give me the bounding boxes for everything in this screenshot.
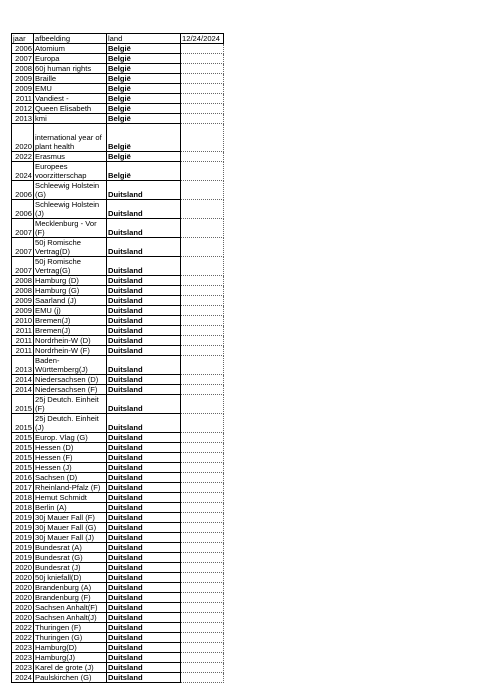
extra-cell[interactable] — [181, 573, 224, 583]
extra-cell[interactable] — [181, 44, 224, 54]
image-cell[interactable]: Hamburg (D) — [34, 276, 107, 286]
year-cell[interactable]: 2006 — [12, 200, 34, 219]
year-cell[interactable]: 2006 — [12, 181, 34, 200]
year-cell[interactable]: 2009 — [12, 306, 34, 316]
image-cell[interactable]: Queen Elisabeth — [34, 104, 107, 114]
table-row — [12, 443, 224, 453]
spreadsheet — [11, 33, 224, 683]
extra-cell[interactable] — [181, 593, 224, 603]
coin-table — [11, 33, 224, 683]
image-cell[interactable]: Nordrhein-W (D) — [34, 336, 107, 346]
country-cell[interactable]: Duitsland — [107, 663, 181, 673]
extra-cell[interactable] — [181, 543, 224, 553]
year-cell[interactable]: 2015 — [12, 414, 34, 433]
year-cell[interactable]: 2015 — [12, 443, 34, 453]
year-cell[interactable]: 2011 — [12, 94, 34, 104]
extra-cell[interactable] — [181, 296, 224, 306]
extra-cell[interactable] — [181, 181, 224, 200]
image-cell[interactable]: Mecklenburg - Vor (F) — [34, 219, 107, 238]
image-cell[interactable]: Vandiest - — [34, 94, 107, 104]
image-cell[interactable]: Sachsen Anhalt(F) — [34, 603, 107, 613]
year-cell[interactable]: 2013 — [12, 356, 34, 375]
table-row — [12, 673, 224, 683]
image-cell[interactable]: Europ. Vlag (G) — [34, 433, 107, 443]
extra-cell[interactable] — [181, 385, 224, 395]
extra-cell[interactable] — [181, 200, 224, 219]
extra-cell[interactable] — [181, 356, 224, 375]
country-cell[interactable]: Duitsland — [107, 493, 181, 503]
country-cell[interactable]: Duitsland — [107, 276, 181, 286]
country-cell[interactable]: Duitsland — [107, 563, 181, 573]
extra-cell[interactable] — [181, 483, 224, 493]
extra-cell[interactable] — [181, 653, 224, 663]
year-cell[interactable]: 2016 — [12, 473, 34, 483]
table-row — [12, 346, 224, 356]
extra-cell[interactable] — [181, 493, 224, 503]
extra-cell[interactable] — [181, 84, 224, 94]
image-cell[interactable]: Nordrhein-W (F) — [34, 346, 107, 356]
image-cell[interactable]: Berlin (A) — [34, 503, 107, 513]
table-row — [12, 643, 224, 653]
table-row — [12, 563, 224, 573]
extra-cell[interactable] — [181, 375, 224, 385]
image-cell[interactable]: Thuringen (G) — [34, 633, 107, 643]
extra-cell[interactable] — [181, 513, 224, 523]
image-cell[interactable]: 30j Mauer Fall (G) — [34, 523, 107, 533]
table-row — [12, 593, 224, 603]
image-cell[interactable]: Thuringen (F) — [34, 623, 107, 633]
header-row — [12, 34, 224, 44]
country-cell[interactable]: Duitsland — [107, 553, 181, 563]
year-cell[interactable]: 2022 — [12, 623, 34, 633]
image-cell[interactable]: Saarland (J) — [34, 296, 107, 306]
table-row — [12, 633, 224, 643]
table-row — [12, 375, 224, 385]
table-row — [12, 663, 224, 673]
table-row — [12, 219, 224, 238]
country-cell[interactable]: België — [107, 104, 181, 114]
image-cell[interactable]: Europa — [34, 54, 107, 64]
country-cell[interactable]: Duitsland — [107, 573, 181, 583]
table-row — [12, 493, 224, 503]
country-cell[interactable]: België — [107, 152, 181, 162]
country-cell[interactable]: België — [107, 54, 181, 64]
image-cell[interactable]: Atomium — [34, 44, 107, 54]
extra-cell[interactable] — [181, 453, 224, 463]
image-cell[interactable]: Hamburg (G) — [34, 286, 107, 296]
image-cell[interactable]: Europees voorzitterschap — [34, 162, 107, 181]
table-row — [12, 114, 224, 124]
image-cell[interactable]: 50j kniefall(D) — [34, 573, 107, 583]
extra-cell[interactable] — [181, 523, 224, 533]
country-cell[interactable]: België — [107, 94, 181, 104]
extra-cell[interactable] — [181, 306, 224, 316]
country-cell[interactable]: België — [107, 124, 181, 152]
country-cell[interactable]: Duitsland — [107, 523, 181, 533]
table-row — [12, 84, 224, 94]
country-cell[interactable]: Duitsland — [107, 385, 181, 395]
country-cell[interactable]: België — [107, 162, 181, 181]
year-cell[interactable]: 2011 — [12, 326, 34, 336]
country-cell[interactable]: Duitsland — [107, 316, 181, 326]
country-cell[interactable]: Duitsland — [107, 200, 181, 219]
country-cell[interactable]: Duitsland — [107, 306, 181, 316]
year-cell[interactable]: 2015 — [12, 463, 34, 473]
image-cell[interactable]: Hessen (J) — [34, 463, 107, 473]
table-row — [12, 453, 224, 463]
image-cell[interactable]: 25j Deutch. Einheit (J) — [34, 414, 107, 433]
extra-cell[interactable] — [181, 326, 224, 336]
country-cell[interactable]: Duitsland — [107, 543, 181, 553]
country-cell[interactable]: Duitsland — [107, 533, 181, 543]
image-cell[interactable]: 30j Mauer Fall (F) — [34, 513, 107, 523]
table-row — [12, 74, 224, 84]
table-row — [12, 356, 224, 375]
extra-cell[interactable] — [181, 316, 224, 326]
extra-cell[interactable] — [181, 395, 224, 414]
extra-cell[interactable] — [181, 473, 224, 483]
extra-cell[interactable] — [181, 124, 224, 152]
image-cell[interactable]: Bundesrat (J) — [34, 563, 107, 573]
extra-cell[interactable] — [181, 414, 224, 433]
country-cell[interactable]: Duitsland — [107, 286, 181, 296]
year-cell[interactable]: 2020 — [12, 613, 34, 623]
image-cell[interactable]: Hamburg(J) — [34, 653, 107, 663]
extra-cell[interactable] — [181, 633, 224, 643]
country-cell[interactable]: Duitsland — [107, 181, 181, 200]
year-cell[interactable]: 2019 — [12, 523, 34, 533]
image-cell[interactable]: Karel de grote (J) — [34, 663, 107, 673]
extra-cell[interactable] — [181, 336, 224, 346]
extra-cell[interactable] — [181, 433, 224, 443]
year-cell[interactable]: 2013 — [12, 114, 34, 124]
table-row — [12, 603, 224, 613]
year-cell[interactable]: 2024 — [12, 673, 34, 683]
table-row — [12, 104, 224, 114]
image-cell[interactable]: Erasmus — [34, 152, 107, 162]
country-cell[interactable]: België — [107, 84, 181, 94]
year-cell[interactable]: 2015 — [12, 453, 34, 463]
year-cell[interactable]: 2006 — [12, 44, 34, 54]
year-cell[interactable]: 2017 — [12, 483, 34, 493]
table-row — [12, 653, 224, 663]
country-cell[interactable]: Duitsland — [107, 375, 181, 385]
table-row — [12, 395, 224, 414]
table-row — [12, 503, 224, 513]
table-row — [12, 54, 224, 64]
country-cell[interactable]: Duitsland — [107, 463, 181, 473]
image-cell[interactable]: 50j Romische Vertrag(D) — [34, 238, 107, 257]
country-cell[interactable]: Duitsland — [107, 433, 181, 443]
year-cell[interactable]: 2022 — [12, 152, 34, 162]
country-cell[interactable]: Duitsland — [107, 653, 181, 663]
extra-cell[interactable] — [181, 257, 224, 276]
year-cell[interactable]: 2019 — [12, 543, 34, 553]
extra-cell[interactable] — [181, 94, 224, 104]
image-cell[interactable]: Bundesrat (G) — [34, 553, 107, 563]
year-cell[interactable]: 2007 — [12, 54, 34, 64]
year-cell[interactable]: 2020 — [12, 583, 34, 593]
table-row — [12, 296, 224, 306]
image-cell[interactable]: Sachsen Anhalt(J) — [34, 613, 107, 623]
extra-cell[interactable] — [181, 64, 224, 74]
country-cell[interactable]: Duitsland — [107, 395, 181, 414]
year-cell[interactable]: 2023 — [12, 663, 34, 673]
extra-cell[interactable] — [181, 643, 224, 653]
table-row — [12, 316, 224, 326]
extra-cell[interactable] — [181, 563, 224, 573]
extra-cell[interactable] — [181, 623, 224, 633]
table-row — [12, 573, 224, 583]
image-cell[interactable]: EMU (j) — [34, 306, 107, 316]
extra-cell[interactable] — [181, 238, 224, 257]
country-cell[interactable]: Duitsland — [107, 356, 181, 375]
year-cell[interactable]: 2009 — [12, 296, 34, 306]
extra-cell[interactable] — [181, 613, 224, 623]
table-row — [12, 44, 224, 54]
country-cell[interactable]: Duitsland — [107, 593, 181, 603]
image-cell[interactable]: Hessen (D) — [34, 443, 107, 453]
country-cell[interactable]: Duitsland — [107, 623, 181, 633]
extra-cell[interactable] — [181, 673, 224, 683]
extra-cell[interactable] — [181, 162, 224, 181]
image-cell[interactable]: Brandenburg (F) — [34, 593, 107, 603]
year-cell[interactable]: 2022 — [12, 633, 34, 643]
table-body — [12, 34, 224, 683]
extra-cell[interactable] — [181, 276, 224, 286]
table-row — [12, 286, 224, 296]
year-cell[interactable]: 2018 — [12, 503, 34, 513]
country-cell[interactable]: Duitsland — [107, 296, 181, 306]
table-row — [12, 181, 224, 200]
extra-cell[interactable] — [181, 443, 224, 453]
year-cell[interactable]: 2009 — [12, 74, 34, 84]
extra-cell[interactable] — [181, 346, 224, 356]
country-cell[interactable]: België — [107, 74, 181, 84]
table-row — [12, 257, 224, 276]
country-cell[interactable]: Duitsland — [107, 513, 181, 523]
country-cell[interactable]: Duitsland — [107, 453, 181, 463]
year-cell[interactable]: 2008 — [12, 286, 34, 296]
year-cell[interactable]: 2019 — [12, 553, 34, 563]
country-cell[interactable]: Duitsland — [107, 633, 181, 643]
image-cell[interactable]: Hemut Schmidt — [34, 493, 107, 503]
header-year[interactable]: jaar — [12, 34, 34, 44]
country-cell[interactable]: Duitsland — [107, 443, 181, 453]
table-row — [12, 162, 224, 181]
image-cell[interactable]: kmi — [34, 114, 107, 124]
image-cell[interactable]: Baden-Württemberg(J) — [34, 356, 107, 375]
extra-cell[interactable] — [181, 583, 224, 593]
table-row — [12, 238, 224, 257]
header-date[interactable]: 12/24/2024 — [181, 34, 224, 44]
year-cell[interactable]: 2015 — [12, 433, 34, 443]
image-cell[interactable]: EMU — [34, 84, 107, 94]
year-cell[interactable]: 2007 — [12, 219, 34, 238]
year-cell[interactable]: 2007 — [12, 238, 34, 257]
header-country[interactable]: land — [107, 34, 181, 44]
table-row — [12, 414, 224, 433]
extra-cell[interactable] — [181, 663, 224, 673]
year-cell[interactable]: 2019 — [12, 513, 34, 523]
year-cell[interactable]: 2010 — [12, 316, 34, 326]
extra-cell[interactable] — [181, 152, 224, 162]
table-row — [12, 385, 224, 395]
table-row — [12, 523, 224, 533]
table-row — [12, 152, 224, 162]
year-cell[interactable]: 2014 — [12, 385, 34, 395]
extra-cell[interactable] — [181, 286, 224, 296]
extra-cell[interactable] — [181, 54, 224, 64]
country-cell[interactable]: Duitsland — [107, 483, 181, 493]
country-cell[interactable]: Duitsland — [107, 603, 181, 613]
country-cell[interactable]: België — [107, 44, 181, 54]
image-cell[interactable]: Schleewig Holstein (G) — [34, 181, 107, 200]
year-cell[interactable]: 2020 — [12, 603, 34, 613]
table-row — [12, 623, 224, 633]
image-cell[interactable]: Schleewig Holstein (J) — [34, 200, 107, 219]
country-cell[interactable]: Duitsland — [107, 613, 181, 623]
table-row — [12, 306, 224, 316]
image-cell[interactable]: Braille — [34, 74, 107, 84]
year-cell[interactable]: 2008 — [12, 64, 34, 74]
country-cell[interactable]: Duitsland — [107, 257, 181, 276]
year-cell[interactable]: 2015 — [12, 395, 34, 414]
table-row — [12, 326, 224, 336]
image-cell[interactable]: Hessen (F) — [34, 453, 107, 463]
extra-cell[interactable] — [181, 219, 224, 238]
table-row — [12, 513, 224, 523]
year-cell[interactable]: 2007 — [12, 257, 34, 276]
year-cell[interactable]: 2023 — [12, 643, 34, 653]
extra-cell[interactable] — [181, 553, 224, 563]
year-cell[interactable]: 2020 — [12, 593, 34, 603]
year-cell[interactable]: 2019 — [12, 533, 34, 543]
table-row — [12, 463, 224, 473]
table-row — [12, 543, 224, 553]
table-row — [12, 94, 224, 104]
table-row — [12, 553, 224, 563]
country-cell[interactable]: Duitsland — [107, 238, 181, 257]
table-row — [12, 583, 224, 593]
image-cell[interactable]: Sachsen (D) — [34, 473, 107, 483]
year-cell[interactable]: 2009 — [12, 84, 34, 94]
table-row — [12, 64, 224, 74]
extra-cell[interactable] — [181, 533, 224, 543]
country-cell[interactable]: Duitsland — [107, 336, 181, 346]
table-row — [12, 200, 224, 219]
image-cell[interactable]: Paulskirchen (G) — [34, 673, 107, 683]
image-cell[interactable]: 30j Mauer Fall (J) — [34, 533, 107, 543]
year-cell[interactable]: 2020 — [12, 573, 34, 583]
country-cell[interactable]: Duitsland — [107, 346, 181, 356]
image-cell[interactable]: Niedersachsen (F) — [34, 385, 107, 395]
table-row — [12, 483, 224, 493]
country-cell[interactable]: Duitsland — [107, 583, 181, 593]
table-row — [12, 473, 224, 483]
image-cell[interactable]: 60j human rights — [34, 64, 107, 74]
year-cell[interactable]: 2024 — [12, 162, 34, 181]
extra-cell[interactable] — [181, 603, 224, 613]
image-cell[interactable]: Niedersachsen (D) — [34, 375, 107, 385]
header-image[interactable]: afbeelding — [34, 34, 107, 44]
image-cell[interactable]: Rheinland-Pfalz (F) — [34, 483, 107, 493]
year-cell[interactable]: 2012 — [12, 104, 34, 114]
year-cell[interactable]: 2008 — [12, 276, 34, 286]
extra-cell[interactable] — [181, 74, 224, 84]
country-cell[interactable]: Duitsland — [107, 503, 181, 513]
image-cell[interactable]: Hamburg(D) — [34, 643, 107, 653]
year-cell[interactable]: 2011 — [12, 336, 34, 346]
country-cell[interactable]: België — [107, 114, 181, 124]
country-cell[interactable]: Duitsland — [107, 473, 181, 483]
table-row — [12, 613, 224, 623]
country-cell[interactable]: Duitsland — [107, 326, 181, 336]
extra-cell[interactable] — [181, 114, 224, 124]
year-cell[interactable]: 2023 — [12, 653, 34, 663]
extra-cell[interactable] — [181, 503, 224, 513]
extra-cell[interactable] — [181, 463, 224, 473]
year-cell[interactable]: 2011 — [12, 346, 34, 356]
table-row — [12, 533, 224, 543]
table-row — [12, 336, 224, 346]
country-cell[interactable]: Duitsland — [107, 219, 181, 238]
image-cell[interactable]: 25j Deutch. Einheit (F) — [34, 395, 107, 414]
table-row — [12, 433, 224, 443]
image-cell[interactable]: Bremen(J) — [34, 316, 107, 326]
year-cell[interactable]: 2020 — [12, 563, 34, 573]
country-cell[interactable]: België — [107, 64, 181, 74]
table-row — [12, 276, 224, 286]
year-cell[interactable]: 2018 — [12, 493, 34, 503]
image-cell[interactable]: 50j Romische Vertrag(G) — [34, 257, 107, 276]
country-cell[interactable]: Duitsland — [107, 414, 181, 433]
image-cell[interactable]: Bundesrat (A) — [34, 543, 107, 553]
country-cell[interactable]: Duitsland — [107, 673, 181, 683]
table-row — [12, 124, 224, 152]
country-cell[interactable]: Duitsland — [107, 643, 181, 653]
extra-cell[interactable] — [181, 104, 224, 114]
image-cell[interactable]: international year of plant health — [34, 124, 107, 152]
year-cell[interactable]: 2014 — [12, 375, 34, 385]
year-cell[interactable]: 2020 — [12, 124, 34, 152]
image-cell[interactable]: Bremen(J) — [34, 326, 107, 336]
image-cell[interactable]: Brandenburg (A) — [34, 583, 107, 593]
